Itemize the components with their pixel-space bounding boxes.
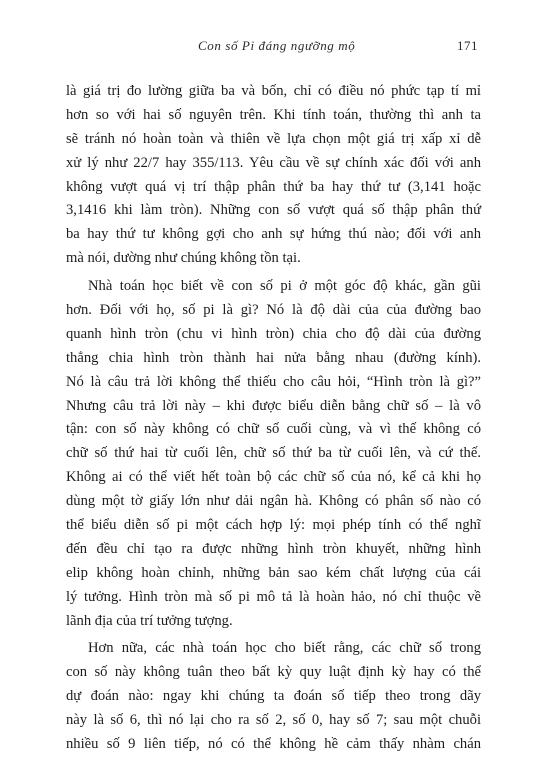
text-line: thẳng chia hình tròn thành hai nửa bằng nhau (đường kính). [66, 349, 481, 366]
paragraph-2 [66, 275, 481, 633]
text-line: sẽ tránh nó hoàn toàn và thiên về lựa chọn một giá trị xấp xỉ dễ [66, 130, 481, 147]
paragraph-1 [66, 80, 481, 271]
text-line: là giá trị đo lường giữa ba và bốn, chỉ có điều nó phức tạp tí mỉ [66, 83, 481, 99]
text-line: lý tưởng. Hình tròn mà số pi mô tả là hoàn hảo, nó chỉ thuộc về [66, 588, 481, 605]
text-line: tận: con số này không có chữ số cuối cùng, và vì thế không có [66, 421, 481, 438]
text-line: nhiều số 9 liên tiếp, nó có thể không hề cảm thấy nhàm chán [66, 736, 481, 753]
paragraph-3 [66, 637, 481, 756]
text-line: Nhưng câu trả lời này – khi được biểu diễn bằng chữ số – là vô [66, 397, 481, 414]
text-line: chữ số thứ hai từ cuối lên, chữ số thứ ba từ cuối lên, và cứ thế. [66, 445, 481, 462]
text-line: Hơn nữa, các nhà toán học cho biết rằng, các chữ số trong [88, 640, 481, 657]
text-line: 3,1416 khi làm tròn). Những con số vượt quá số thập phân thứ [66, 202, 481, 219]
text-line: lãnh địa của trí tưởng tượng. [66, 612, 233, 629]
text-line: Nó là câu trả lời không thể thiếu cho câu hỏi, “Hình tròn là gì?” [66, 373, 481, 390]
text-line: quanh hình tròn (chu vi hình tròn) chia cho độ dài của đường [66, 325, 481, 342]
text-line: dự đoán nào: ngay khi chúng ta đoán số tiếp theo trong dãy [66, 688, 481, 705]
running-header [0, 38, 548, 58]
running-title: Con số Pi đáng ngưỡng mộ [198, 38, 356, 53]
text-line: này là số 6, thì nó lại cho ra số 2, số 0, hay số 7; sau một chuỗi [66, 712, 481, 729]
text-line: hơn so với hai số nguyên trên. Khi tính toán, thường thì anh ta [66, 106, 481, 123]
text-line: không vượt quá vị trí thập phân thứ ba hay thứ tư (3,141 hoặc [66, 178, 481, 195]
text-line: xử lý như 22/7 hay 355/113. Yêu cầu về sự chính xác đối với anh [66, 154, 481, 171]
text-line: con số này không tuân theo bất kỳ quy luật định kỳ hay có thể [66, 664, 481, 681]
text-line: hơn. Đối với họ, số pi là gì? Nó là độ dài của của đường bao [66, 302, 481, 319]
text-line: Nhà toán học biết về con số pi ở một góc độ khác, gần gũi [88, 278, 481, 295]
text-line: elip không hoàn chỉnh, những bản sao kém chất lượng của cái [66, 564, 481, 581]
text-line: Không ai có thể viết hết toàn bộ các chữ số của nó, kể cả khi họ [66, 469, 481, 486]
text-line: đến đều chỉ tạo ra được những hình tròn khuyết, những hình [66, 540, 481, 557]
text-line: ba hay thứ tư không gợi cho anh sự hứng thú nào; đối với anh [66, 226, 481, 243]
text-line: thể biểu diễn số pi một cách hợp lý: mọi phép tính có thể nghĩ [66, 517, 481, 534]
text-line: mà nói, dường như chúng không tồn tại. [66, 250, 301, 267]
body-text [66, 80, 481, 757]
page-number: 171 [457, 38, 478, 53]
text-line: dùng một tờ giấy lớn như dải ngân hà. Không có phân số nào có [66, 493, 481, 510]
